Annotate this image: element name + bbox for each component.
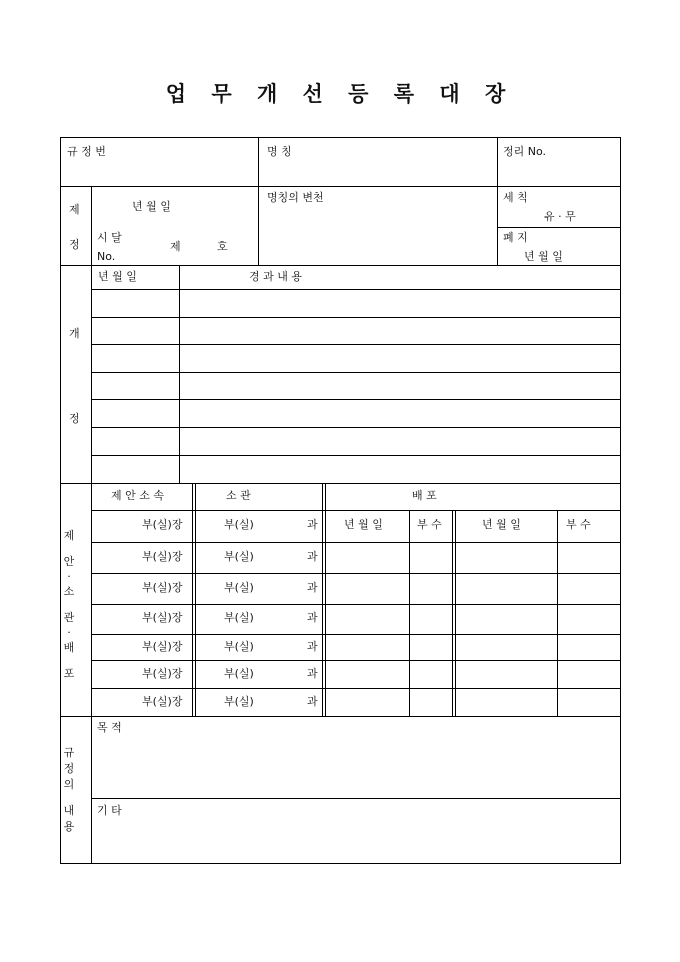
row-dept-label: 부(실) bbox=[224, 667, 254, 680]
distribution-side-char: 관 bbox=[63, 611, 75, 624]
distribution-side-char: 포 bbox=[63, 667, 75, 680]
divider bbox=[91, 510, 621, 511]
contents-side-char: 내 bbox=[63, 804, 75, 817]
divider bbox=[91, 399, 621, 400]
divider bbox=[60, 186, 621, 187]
other-label: 기 타 bbox=[97, 804, 122, 817]
purpose-label: 목 적 bbox=[97, 721, 122, 734]
row-dept-label: 부(실) bbox=[224, 611, 254, 624]
divider bbox=[91, 542, 621, 543]
divider bbox=[455, 510, 456, 716]
distribution-side-char: · bbox=[67, 570, 71, 583]
enact-label-bottom: 정 bbox=[69, 238, 80, 251]
divider bbox=[91, 265, 92, 483]
dist-count-header-1: 부 수 bbox=[417, 518, 442, 531]
divider bbox=[91, 344, 621, 345]
divider bbox=[91, 716, 92, 864]
divider bbox=[91, 483, 92, 716]
revision-content-header: 경 과 내 용 bbox=[249, 270, 302, 283]
notice-label: 시 달 bbox=[97, 231, 122, 244]
row-head-label: 부(실)장 bbox=[142, 695, 183, 708]
name-history-label: 명칭의 변천 bbox=[267, 191, 324, 204]
divider bbox=[91, 604, 621, 605]
abolish-date: 년 월 일 bbox=[524, 250, 563, 263]
divider bbox=[497, 227, 621, 228]
notice-no-label: No. bbox=[97, 250, 116, 263]
divider bbox=[91, 372, 621, 373]
row-dept-label: 부(실) bbox=[224, 581, 254, 594]
divider bbox=[91, 289, 621, 290]
divider bbox=[91, 798, 621, 799]
divider bbox=[409, 510, 410, 716]
divider bbox=[179, 265, 180, 483]
row-dept-label: 부(실) bbox=[224, 518, 254, 531]
yes-no-label: 유 · 무 bbox=[544, 210, 576, 223]
revision-label-bottom: 정 bbox=[69, 412, 80, 425]
row-gwa-label: 과 bbox=[307, 550, 318, 563]
row-head-label: 부(실)장 bbox=[142, 518, 183, 531]
divider bbox=[192, 483, 193, 716]
row-head-label: 부(실)장 bbox=[142, 667, 183, 680]
divider bbox=[60, 265, 621, 266]
divider bbox=[91, 427, 621, 428]
reg-no-label: 규 정 번 bbox=[67, 145, 106, 158]
distribution-header: 배 포 bbox=[412, 489, 437, 502]
divider bbox=[91, 688, 621, 689]
row-dept-label: 부(실) bbox=[224, 550, 254, 563]
divider bbox=[322, 483, 323, 716]
rules-label: 세 칙 bbox=[503, 191, 528, 204]
divider bbox=[60, 716, 621, 717]
distribution-side-char: 안 bbox=[63, 555, 75, 568]
arrange-no-label: 정리 No. bbox=[503, 145, 547, 158]
divider bbox=[91, 455, 621, 456]
divider bbox=[325, 483, 326, 716]
distribution-side-char: 배 bbox=[63, 641, 75, 654]
row-head-label: 부(실)장 bbox=[142, 640, 183, 653]
row-dept-label: 부(실) bbox=[224, 695, 254, 708]
row-gwa-label: 과 bbox=[307, 695, 318, 708]
row-gwa-label: 과 bbox=[307, 667, 318, 680]
je-label: 제 bbox=[170, 240, 181, 253]
row-head-label: 부(실)장 bbox=[142, 611, 183, 624]
distribution-side-char: 제 bbox=[63, 529, 75, 542]
revision-label-top: 개 bbox=[69, 327, 80, 340]
contents-side-char: 규 bbox=[63, 746, 75, 759]
owner-header: 소 관 bbox=[226, 489, 251, 502]
abolish-label: 폐 지 bbox=[503, 231, 528, 244]
divider bbox=[91, 186, 92, 265]
divider bbox=[258, 137, 259, 265]
divider bbox=[557, 510, 558, 716]
row-head-label: 부(실)장 bbox=[142, 550, 183, 563]
distribution-side-char: 소 bbox=[63, 585, 75, 598]
row-gwa-label: 과 bbox=[307, 518, 318, 531]
dist-date-header-1: 년 월 일 bbox=[344, 518, 383, 531]
dist-count-header-2: 부 수 bbox=[566, 518, 591, 531]
row-head-label: 부(실)장 bbox=[142, 581, 183, 594]
row-gwa-label: 과 bbox=[307, 581, 318, 594]
row-gwa-label: 과 bbox=[307, 611, 318, 624]
proposer-dept-header: 제 안 소 속 bbox=[111, 489, 164, 502]
revision-date-header: 년 월 일 bbox=[98, 270, 137, 283]
divider bbox=[60, 483, 621, 484]
form-title: 업 무 개 선 등 록 대 장 bbox=[165, 81, 515, 106]
enact-date: 년 월 일 bbox=[132, 200, 171, 213]
divider bbox=[91, 660, 621, 661]
divider bbox=[497, 137, 498, 265]
divider bbox=[452, 510, 453, 716]
name-label: 명 칭 bbox=[267, 145, 292, 158]
contents-side-char: 정 bbox=[63, 762, 75, 775]
row-dept-label: 부(실) bbox=[224, 640, 254, 653]
enact-label-top: 제 bbox=[69, 203, 80, 216]
divider bbox=[91, 634, 621, 635]
contents-side-char: 의 bbox=[63, 778, 75, 791]
ho-label: 호 bbox=[217, 240, 228, 253]
distribution-side-char: · bbox=[67, 626, 71, 639]
row-gwa-label: 과 bbox=[307, 640, 318, 653]
divider bbox=[91, 317, 621, 318]
dist-date-header-2: 년 월 일 bbox=[482, 518, 521, 531]
contents-side-char: 용 bbox=[63, 820, 75, 833]
divider bbox=[195, 483, 196, 716]
divider bbox=[91, 573, 621, 574]
